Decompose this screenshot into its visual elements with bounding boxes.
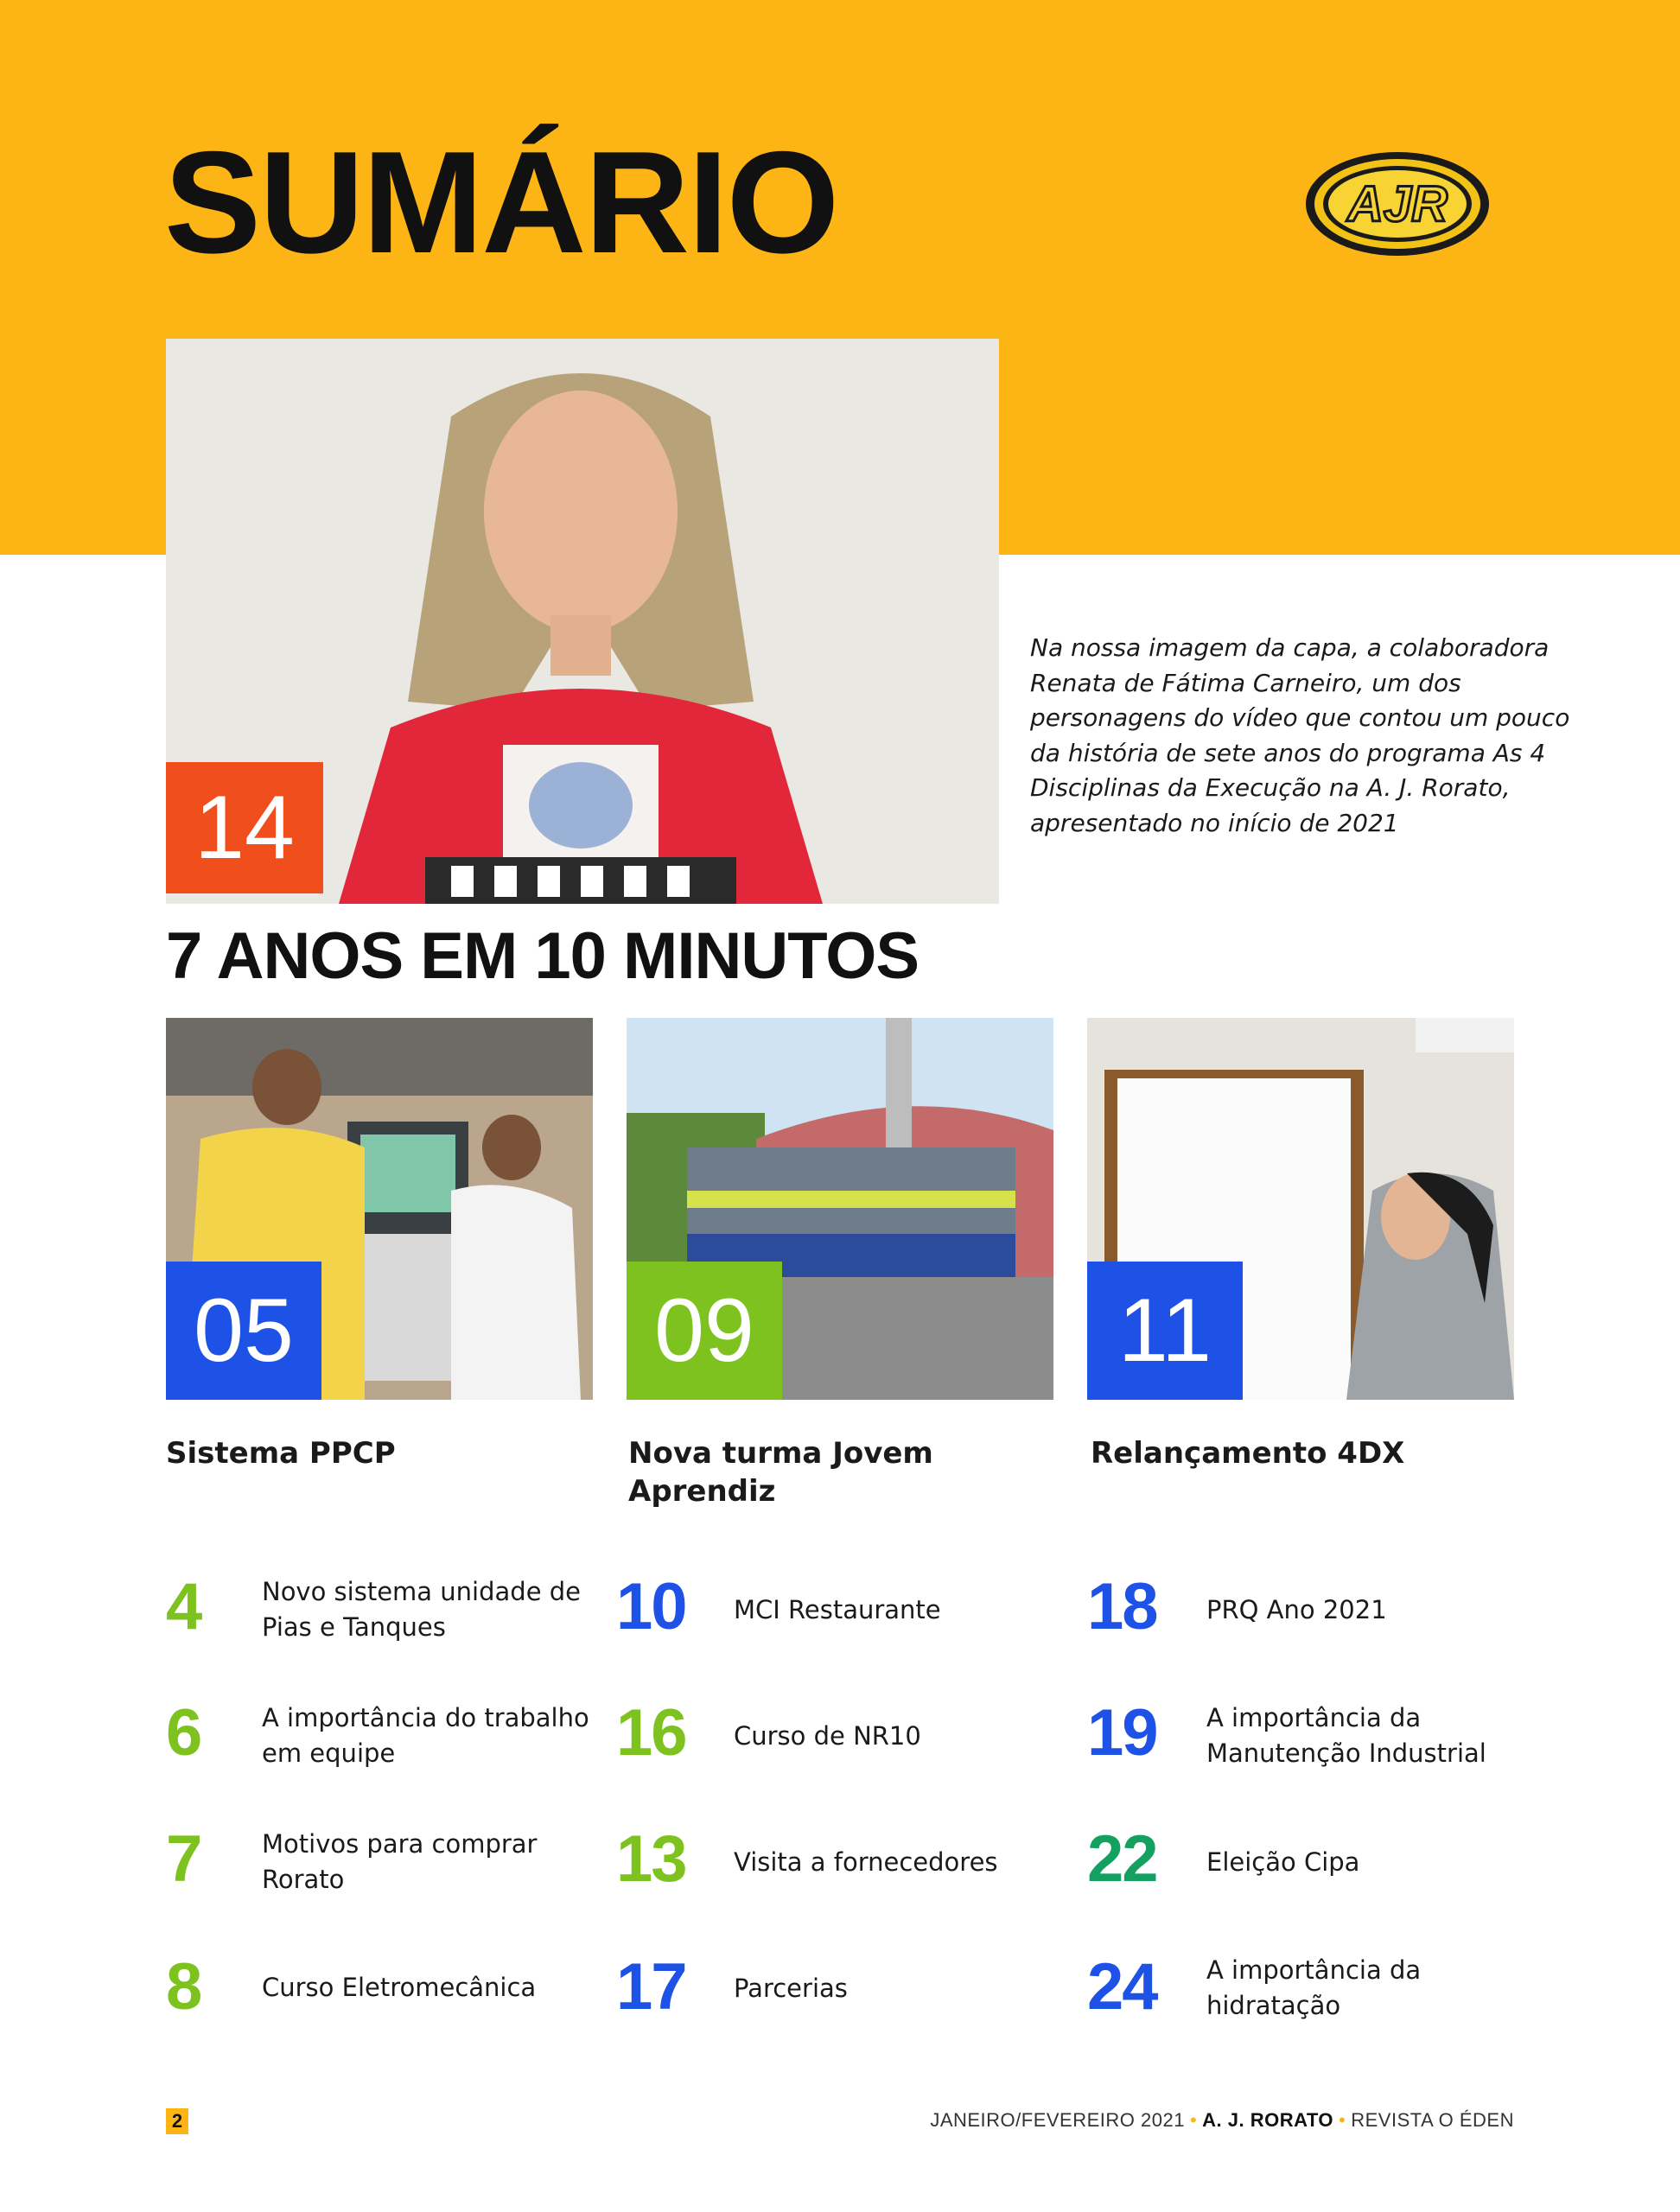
toc-number: 17 (616, 1950, 686, 2024)
logo-text: AJR (1346, 176, 1448, 232)
feature-badge-jovem-aprendiz: 09 (627, 1262, 782, 1400)
toc-label[interactable]: Curso Eletromecânica (262, 1973, 537, 2002)
toc-label[interactable]: A importância da Manutenção Industrial (1206, 1703, 1486, 1768)
toc-number: 6 (166, 1696, 201, 1770)
footer-brand: A. J. RORATO (1202, 2109, 1334, 2131)
feature-title-ppcp: Sistema PPCP (166, 1436, 396, 1471)
footer-magazine: REVISTA O ÉDEN (1351, 2109, 1514, 2131)
toc-label[interactable]: PRQ Ano 2021 (1206, 1595, 1387, 1624)
footer-separator: • (1189, 2109, 1198, 2131)
toc-number: 10 (616, 1570, 686, 1643)
toc-number: 19 (1087, 1696, 1157, 1770)
toc-label[interactable]: Curso de NR10 (734, 1721, 921, 1751)
toc-label[interactable]: MCI Restaurante (734, 1595, 941, 1624)
footer-issue: JANEIRO/FEVEREIRO 2021 (930, 2109, 1185, 2131)
toc-number: 16 (616, 1696, 686, 1770)
toc-label[interactable]: Novo sistema unidade de Pias e Tanques (262, 1577, 581, 1642)
page-number: 2 (166, 2108, 188, 2134)
toc-label[interactable]: Visita a fornecedores (734, 1847, 998, 1877)
footer-separator: • (1339, 2109, 1346, 2131)
toc-number: 7 (166, 1822, 201, 1896)
toc-number: 13 (616, 1822, 686, 1896)
cover-caption: Na nossa imagem da capa, a colaboradora Renata de Fátima Carneiro, um dos personagens do vídeo que contou um pouco da história de sete anos do programa As 4 Disciplinas da Execução na A. J. Rorato, apresentado no início de 2021 (1030, 633, 1570, 837)
feature-badge-ppcp: 05 (166, 1262, 321, 1400)
toc-label[interactable]: Motivos para comprar Rorato (262, 1829, 538, 1894)
toc-label[interactable]: Parcerias (734, 1974, 848, 2003)
toc-label[interactable]: Eleição Cipa (1206, 1847, 1360, 1877)
toc-number: 24 (1087, 1950, 1157, 2024)
company-logo-icon (1303, 149, 1492, 259)
feature-title-jovem-aprendiz: Nova turma Jovem Aprendiz (628, 1436, 933, 1509)
feature-badge-4dx: 11 (1087, 1262, 1243, 1400)
toc-number: 18 (1087, 1570, 1157, 1643)
toc-number: 4 (166, 1570, 201, 1643)
page-title: SUMÁRIO (164, 121, 838, 283)
cover-headline: 7 ANOS EM 10 MINUTOS (166, 919, 920, 993)
footer-credits (930, 2109, 1514, 2132)
toc-number: 22 (1087, 1822, 1157, 1896)
cover-page-badge: 14 (166, 762, 323, 893)
toc-label[interactable]: A importância do trabalho em equipe (262, 1703, 589, 1768)
feature-title-4dx: Relançamento 4DX (1091, 1436, 1405, 1471)
toc-label[interactable]: A importância da hidratação (1206, 1955, 1422, 2020)
toc-number: 8 (166, 1950, 201, 2024)
